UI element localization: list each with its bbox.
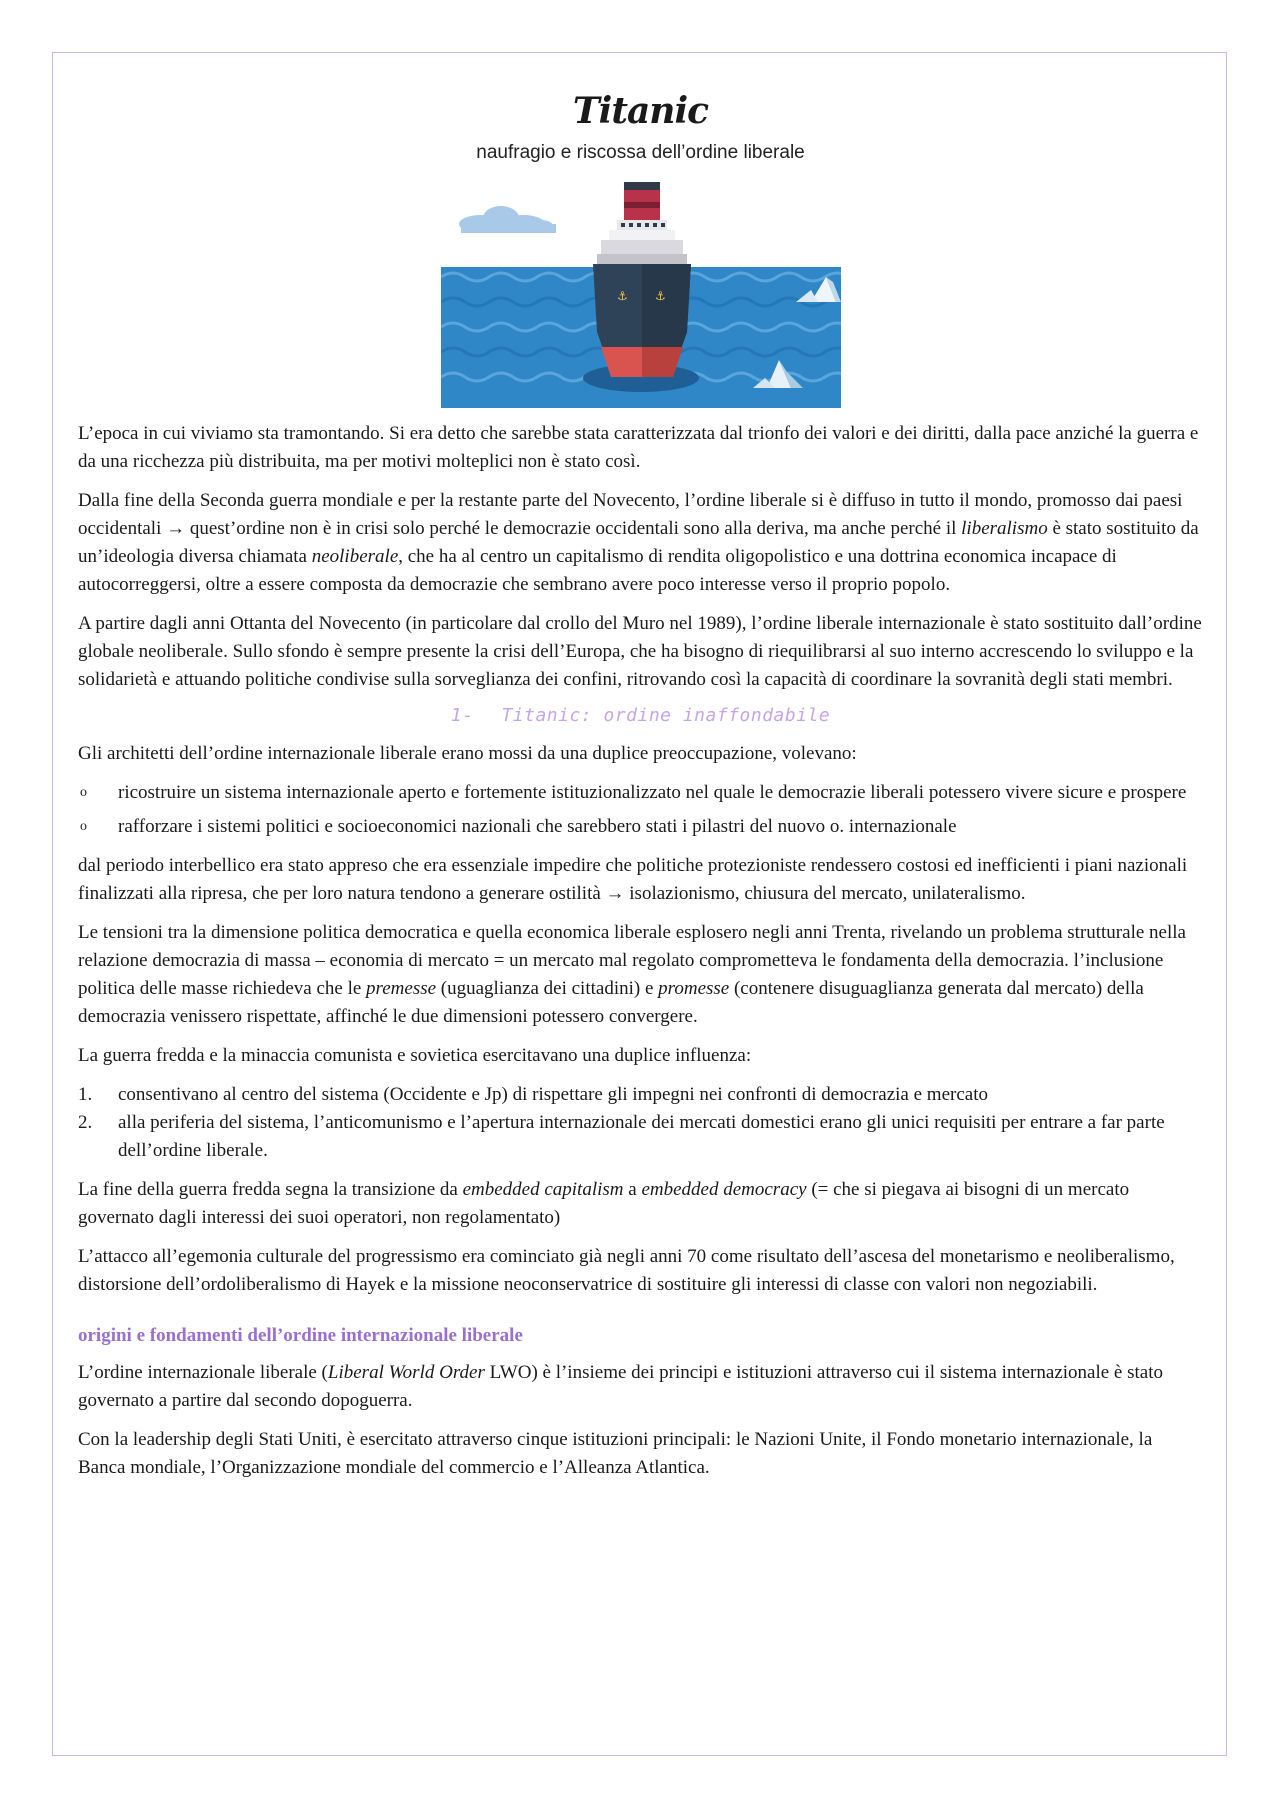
section1-paragraph-6: L’attacco all’egemonia culturale del progressismo era cominciato già negli anni 70 come risultato dell’ascesa del monetarismo e neoliberalismo, distorsione dell’ordoliberalismo di Hayek e la missione neoconservatrice di sostituire gli interessi di classe con valori non negoziabili.	[78, 1246, 1175, 1295]
section1-paragraph-4: La guerra fredda e la minaccia comunista e sovietica esercitavano una duplice influenza:	[78, 1045, 752, 1066]
bullet-marker: o	[80, 819, 87, 834]
ship-funnel	[624, 182, 660, 220]
intro-paragraph-1: L’epoca in cui viviamo sta tramontando. Si era detto che sarebbe stata caratterizzata dal trionfo dei valori e dei diritti, dalla pace anziché la guerra e da una ricchezza più distribuita, ma per motivi molteplici non è stato così.	[78, 423, 1199, 472]
list-item: o rafforzare i sistemi politici e socioeconomici nazionali che sarebbero stati i pilastri del nuovo o. internazionale	[78, 813, 1203, 841]
section1-paragraph-1: Gli architetti dell’ordine internazionale liberale erano mossi da una duplice preoccupazione, volevano:	[78, 743, 857, 764]
intro-paragraph-2: Dalla fine della Seconda guerra mondiale e per la restante parte del Novecento, l’ordine liberale si è diffuso in tutto il mondo, promosso dai paesi occidentali → quest’ordine non è in crisi solo perché le democrazie occidentali sono alla deriva, ma anche perché il liberalismo è stato sostituito da un’ideologia diversa chiamata neoliberale, che ha al centro un capitalismo di rendita oligopolistico e una dottrina economica incapace di autocorreggersi, oltre a essere composta da democrazie che sembrano avere poco interesse verso il proprio popolo.	[78, 490, 1199, 595]
list-item: 2. alla periferia del sistema, l’anticomunismo e l’apertura internazionale dei mercati domestici erano gli unici requisiti per entrare a far parte dell’ordine liberale.	[78, 1112, 1165, 1161]
section-heading-2: origini e fondamenti dell’ordine internazionale liberale	[78, 1325, 523, 1346]
section1-paragraph-2: dal periodo interbellico era stato appreso che era essenziale impedire che politiche protezioniste rendessero costosi ed inefficienti i piani nazionali finalizzati alla ripresa, che per loro natura tendono a generare ostilità → isolazionismo, chiusura del mercato, unilateralismo.	[78, 855, 1188, 904]
cloud-icon	[459, 206, 556, 233]
section2-paragraph-1: L’ordine internazionale liberale (Liberal World Order LWO) è l’insieme dei principi e istituzioni attraverso cui il sistema internazionale è stato governato a partire dal secondo dopoguerra.	[78, 1362, 1163, 1411]
svg-text:⚓: ⚓	[654, 289, 666, 303]
bullet-marker: o	[80, 785, 87, 800]
list-item: o ricostruire un sistema internazionale aperto e fortemente istituzionalizzato nel quale le democrazie liberali potessero vivere sicure e prospere	[78, 779, 1203, 807]
numbered-list	[78, 1081, 1203, 1165]
document-subtitle: naufragio e riscossa dell’ordine liberale	[476, 142, 805, 163]
titanic-ship-illustration	[441, 182, 841, 408]
section2-paragraph-2: Con la leadership degli Stati Uniti, è esercitato attraverso cinque istituzioni principali: le Nazioni Unite, il Fondo monetario internazionale, la Banca mondiale, l’Organizzazione mondiale del commercio e l’Alleanza Atlantica.	[78, 1429, 1153, 1478]
section1-paragraph-5: La fine della guerra fredda segna la transizione da embedded capitalism a embedded democracy (= che si piegava ai bisogni di un mercato governato dagli interessi dei suoi operatori, non regolamentato)	[78, 1179, 1130, 1228]
section1-paragraph-3: Le tensioni tra la dimensione politica democratica e quella economica liberale esplosero negli anni Trenta, rivelando un problema strutturale nella relazione democrazia di massa – economia di mercato = un mercato mal regolato comprometteva le fondamenta della democrazia. l’inclusione politica delle masse richiedeva che le premesse (uguaglianza dei cittadini) e promesse (contenere disuguaglianza generata dal mercato) della democrazia venissero rispettate, affinché le due dimensioni potessero convergere.	[78, 922, 1186, 1027]
document-content	[78, 88, 1203, 1493]
list-item: 1. consentivano al centro del sistema (Occidente e Jp) di rispettare gli impegni nei confronti di democrazia e mercato	[78, 1084, 988, 1105]
section-heading-1: 1- Titanic: ordine inaffondabile	[450, 705, 831, 726]
intro-paragraph-3: A partire dagli anni Ottanta del Novecento (in particolare dal crollo del Muro nel 1989), l’ordine liberale internazionale è stato sostituito dall’ordine globale neoliberale. Sullo sfondo è sempre presente la crisi dell’Europa, che ha bisogno di riequilibrarsi al suo interno accrescendo lo sviluppo e la solidarietà e attuando politiche condivise sulla sorveglianza dei confini, ritrovando così la capacità di coordinare la sovranità degli stati membri.	[78, 613, 1202, 690]
svg-text:⚓: ⚓	[616, 289, 628, 303]
bullet-list	[78, 779, 1203, 841]
document-title: Titanic	[572, 90, 709, 132]
